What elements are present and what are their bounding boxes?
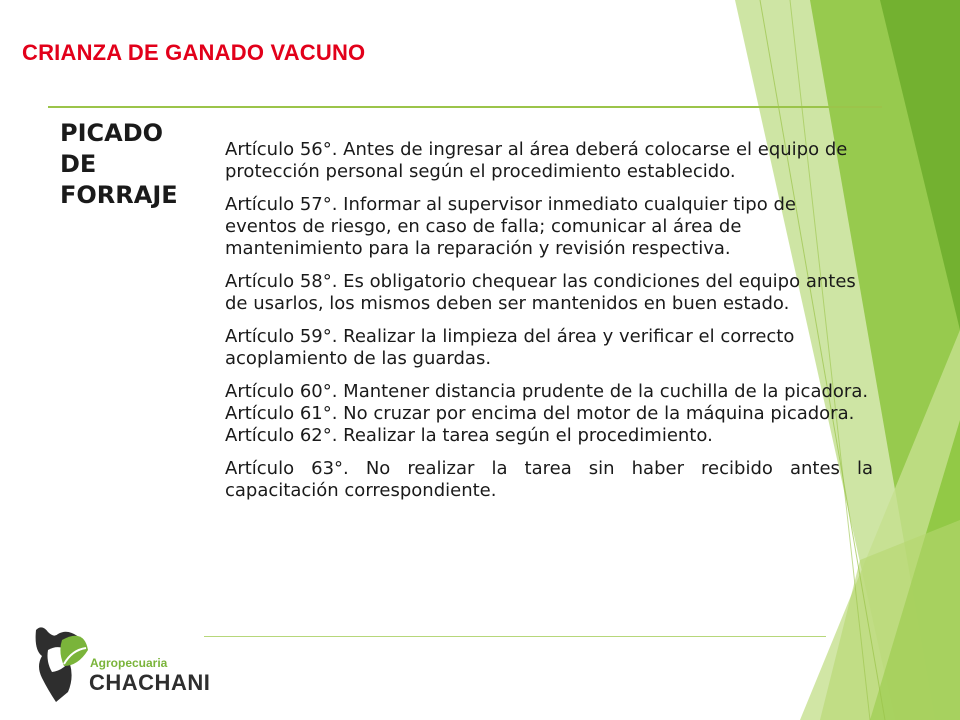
company-logo <box>28 620 218 710</box>
article-60-62: Artículo 60°. Mantener distancia prudente de la cuchilla de la picadora. Artículo 61°. No cruzar por encima del motor de la máquina picadora. Artículo 62°. Realizar la tarea según el procedimiento. <box>225 381 869 446</box>
logo-name: CHACHANI <box>89 670 211 695</box>
article-58: Artículo 58°. Es obligatorio chequear las condiciones del equipo antes de usarlos, los mismos deben ser mantenidos en buen estado. <box>225 271 856 314</box>
article-63: Artículo 63°. No realizar la tarea sin haber recibido antes la capacitación correspondiente. <box>225 458 873 501</box>
top-divider <box>48 106 882 108</box>
article-59: Artículo 59°. Realizar la limpieza del área y verificar el correcto acoplamiento de las guardas. <box>225 326 795 369</box>
bottom-divider <box>204 636 826 637</box>
articles-list <box>225 139 873 513</box>
section-title-line: PICADO <box>60 119 164 147</box>
page-header-title: CRIANZA DE GANADO VACUNO <box>22 40 366 65</box>
section-title-line: FORRAJE <box>60 181 178 209</box>
section-title-line: DE <box>60 150 97 178</box>
article-57: Artículo 57°. Informar al supervisor inmediato cualquier tipo de eventos de riesgo, en caso de falla; comunicar al área de mantenimiento para la reparación y revisión respectiva. <box>225 194 796 259</box>
cow-leaf-logo-icon <box>28 620 90 706</box>
logo-subtitle: Agropecuaria <box>90 656 168 670</box>
section-title <box>60 118 210 211</box>
article-56: Artículo 56°. Antes de ingresar al área deberá colocarse el equipo de protección personal según el procedimiento establecido. <box>225 139 848 182</box>
